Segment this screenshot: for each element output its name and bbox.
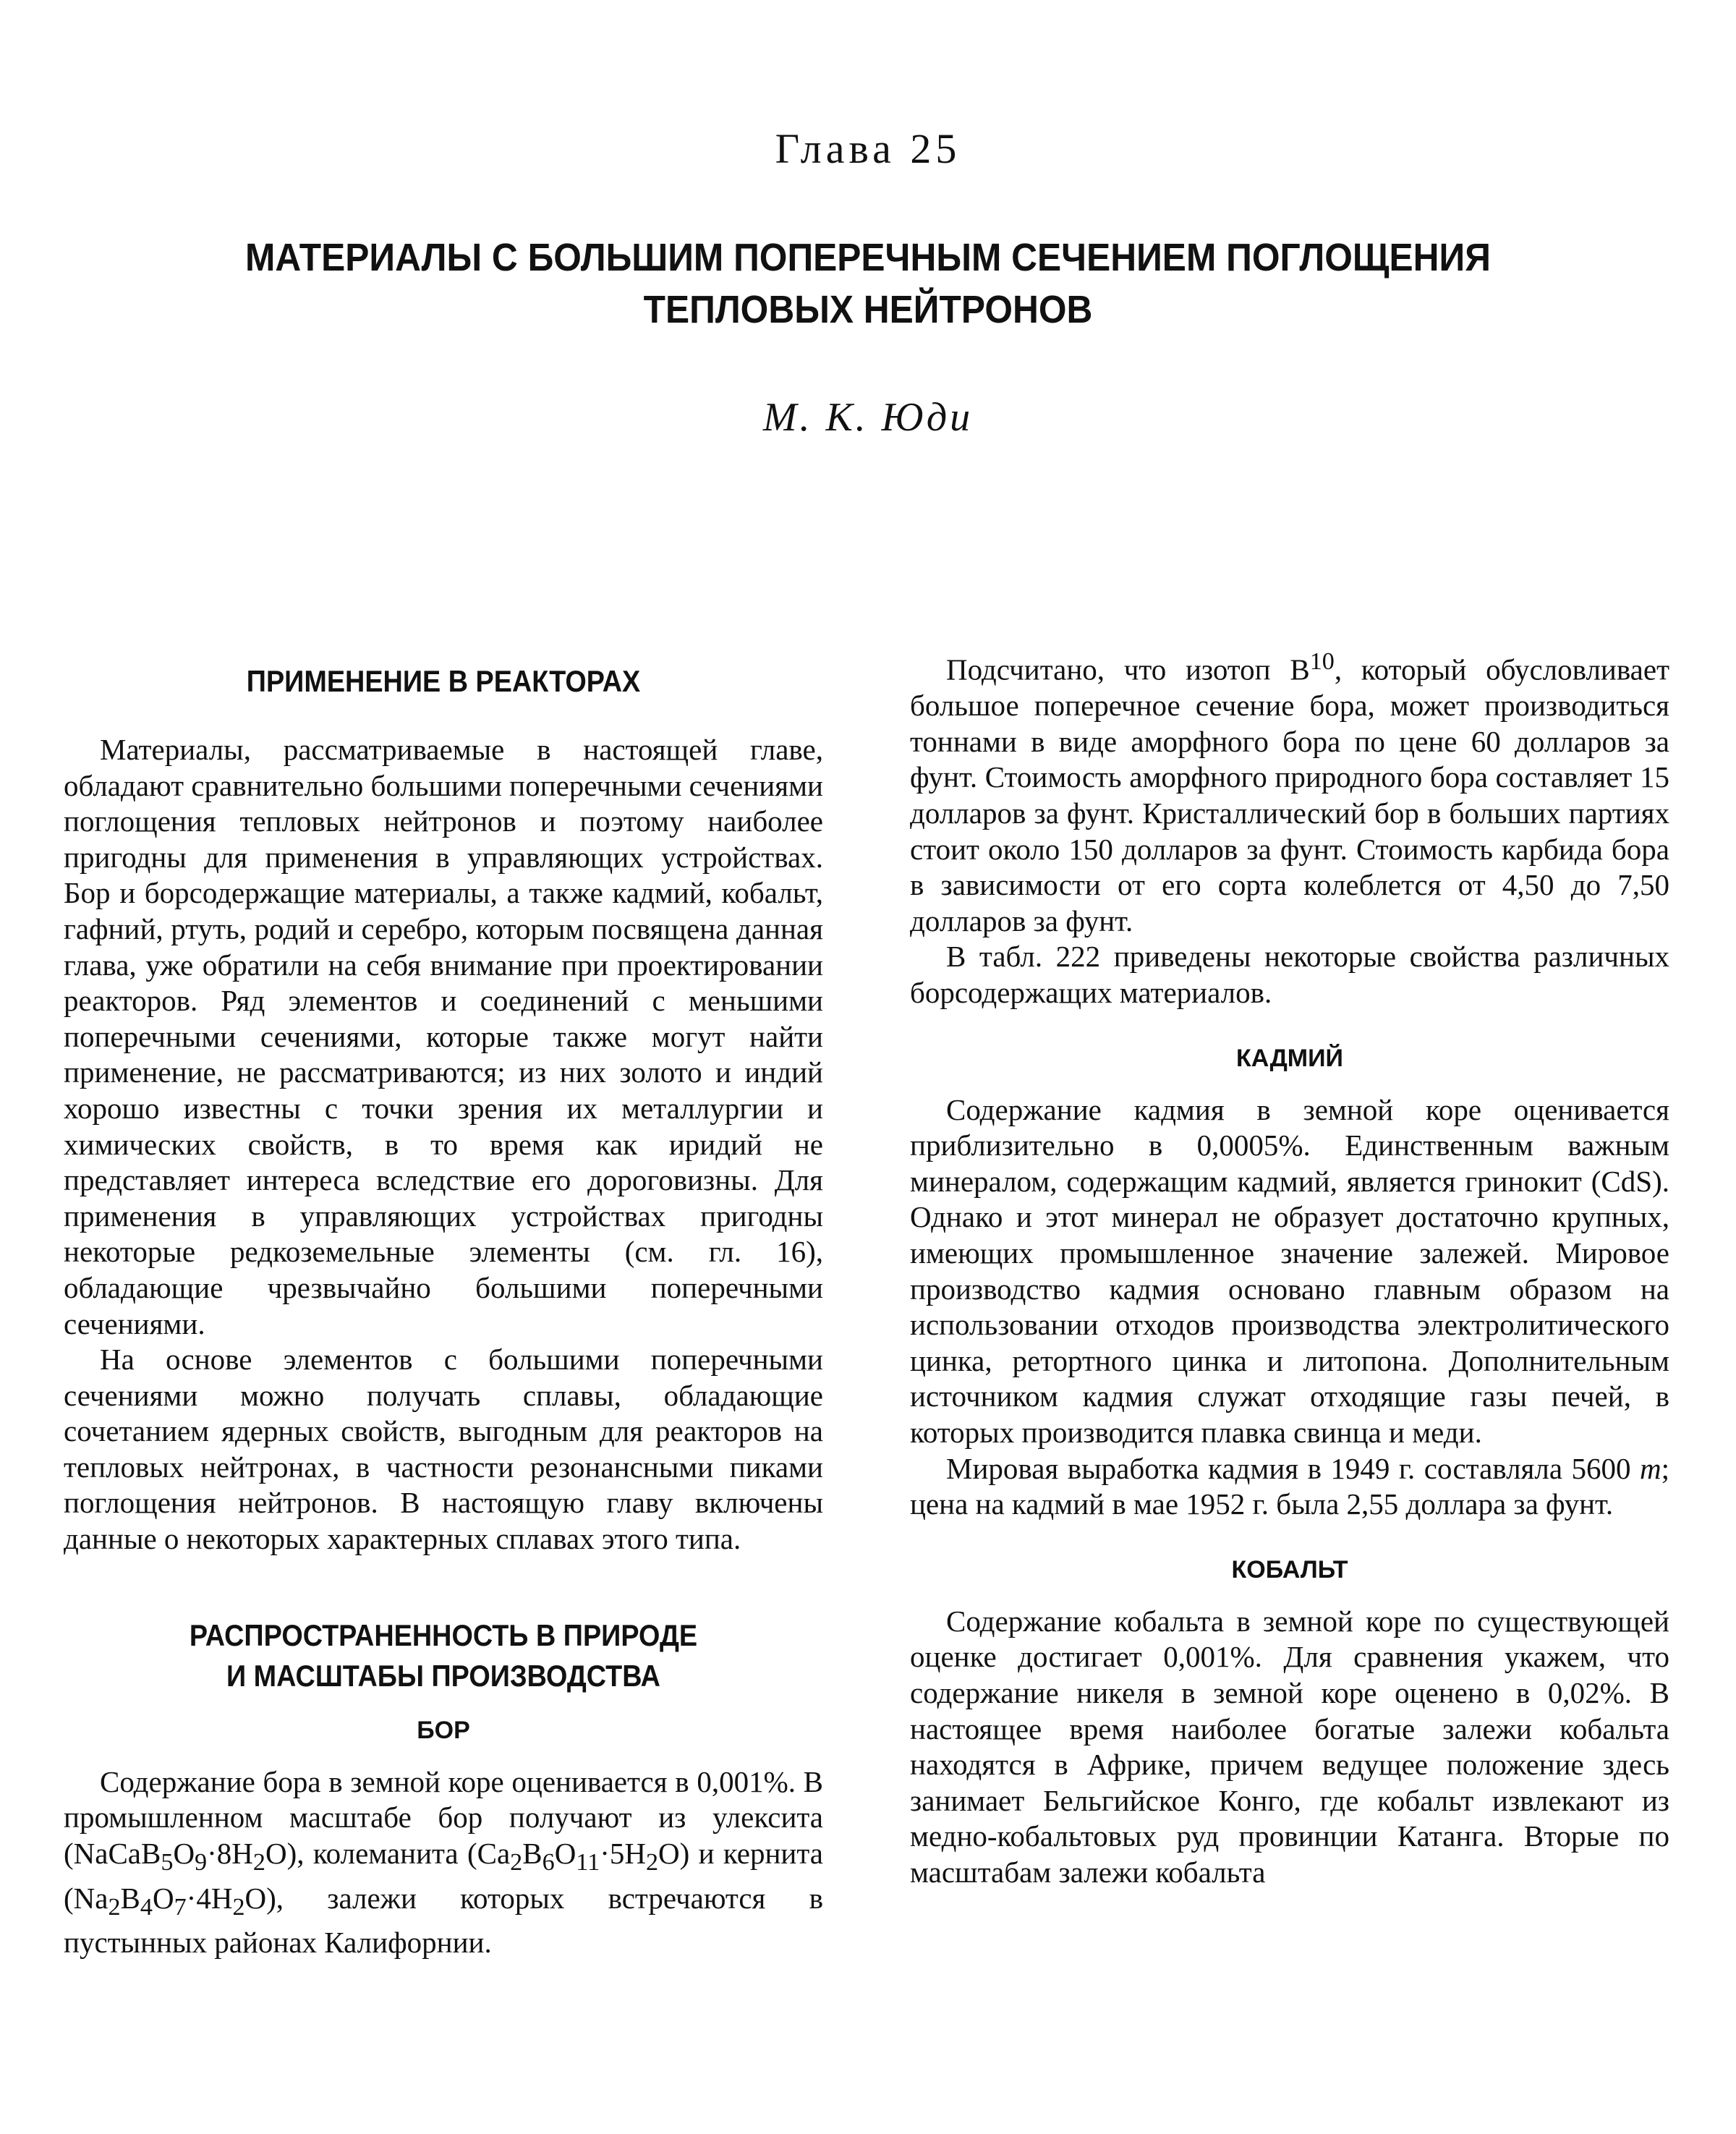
subheading-boron: БОР — [417, 1716, 470, 1744]
paragraph-boron-2: Подсчитано, что изотоп $B^{10}$, который обусловливает большое поперечное сечение бора, может производиться тоннами в виде аморфного бора по цене 60 долларов за фунт. Стоимость аморфного природного бора составляет 15 долларов за фунт. Кристаллический бор в больших партиях стоит около 150 долларов за фунт. Стоимость карбида бора в зависимости от его сорта колеблется от 4,50 до 7,50 долларов за фунт. — [910, 648, 1669, 938]
paragraph-cobalt-1: Содержание кобальта в земной коре по существующей оценке достигает 0,001%. Для сравнения укажем, что содержание никеля в земной коре оценено в 0,02%. В настоящее время наиболее богатые залежи кобальта находятся в Африке, причем ведущее положение здесь занимает Бельгийское Конго, где кобальт извлекают из медно-кобальтовых руд провинции Катанга. Вторые по масштабам залежи кобальта — [910, 1604, 1669, 1889]
paragraph-boron-3: В табл. 222 приведены некоторые свойства различных борсодержащих материалов. — [910, 940, 1669, 1009]
chapter-title-line-1: МАТЕРИАЛЫ С БОЛЬШИМ ПОПЕРЕЧНЫМ СЕЧЕНИЕМ ПОГЛОЩЕНИЯ — [245, 236, 1491, 279]
section-heading-reactor-use: ПРИМЕНЕНИЕ В РЕАКТОРАХ — [246, 664, 641, 698]
paragraph-cadmium-2: Мировая выработка кадмия в 1949 г. составляла 5600 т; цена на кадмий в мае 1952 г. была 2,55 доллара за фунт. — [910, 1451, 1669, 1521]
paragraph-boron-1: Содержание бора в земной коре оценивается в 0,001%. В промышленном масштабе бор получают из улексита $(NaCaB_5O_9\cdot 8H_2O)$, колеманита $(Ca_2B_6O_{11}\cdot 5H_2O)$ и кернита $(Na_2B_4O_7\cdot 4H_2O)$, залежи которых встречаются в пустынных районах Калифорнии. — [64, 1764, 823, 1960]
section-heading-abundance-line-2: И МАСШТАБЫ ПРОИЗВОДСТВА — [226, 1658, 660, 1693]
left-column — [64, 644, 823, 1961]
chapter-title-line-2: ТЕПЛОВЫХ НЕЙТРОНОВ — [643, 288, 1093, 331]
subheading-cobalt: КОБАЛЬТ — [1231, 1555, 1348, 1584]
author: М. К. Юди — [762, 395, 974, 440]
chapter-title — [163, 231, 1573, 336]
section-heading-abundance-line-1: РАСПРОСТРАНЕННОСТЬ В ПРИРОДЕ — [189, 1617, 698, 1652]
paragraph-reactor-use-2: На основе элементов с большими поперечными сечениями можно получать сплавы, обладающие сочетанием ядерных свойств, выгодным для реакторов на тепловых нейтронах, в частности резонансными пиками поглощения нейтронов. В настоящую главу включены данные о некоторых характерных сплавах этого типа. — [64, 1343, 823, 1556]
subheading-cadmium: КАДМИЙ — [1236, 1044, 1343, 1072]
right-column — [910, 644, 1669, 1890]
chapter-label: Глава 25 — [775, 125, 961, 172]
section-heading-abundance — [102, 1615, 786, 1696]
paragraph-cadmium-1: Содержание кадмия в земной коре оценивается приблизительно в 0,0005%. Единственным важным минералом, содержащим кадмий, является гринокит (CdS). Однако и этот минерал не образует достаточно крупных, имеющих промышленное значение залежей. Мировое производство кадмия основано главным образом на использовании отходов производства электролитического цинка, ретортного цинка и литопона. Дополнительным источником кадмия служат отходящие газы печей, в которых производится плавка свинца и меди. — [910, 1092, 1669, 1449]
paragraph-reactor-use-1: Материалы, рассматриваемые в настоящей главе, обладают сравнительно большими поперечными сечениями поглощения тепловых нейтронов и поэтому наиболее пригодны для применения в управляющих устройствах. Бор и борсодержащие материалы, а также кадмий, кобальт, гафний, ртуть, родий и серебро, которым посвящена данная глава, уже обратили на себя внимание при проектировании реакторов. Ряд элементов и соединений с меньшими поперечными сечениями, которые также могут найти применение, не рассматриваются; из них золото и индий хорошо известны с точки зрения их металлургии и химических свойств, в то время как иридий не представляет интереса вследствие его дороговизны. Для применения в управляющих устройствах пригодны некоторые редкоземельные элементы (см. гл. 16), обладающие чрезвычайно большими поперечными сечениями. — [64, 733, 823, 1340]
